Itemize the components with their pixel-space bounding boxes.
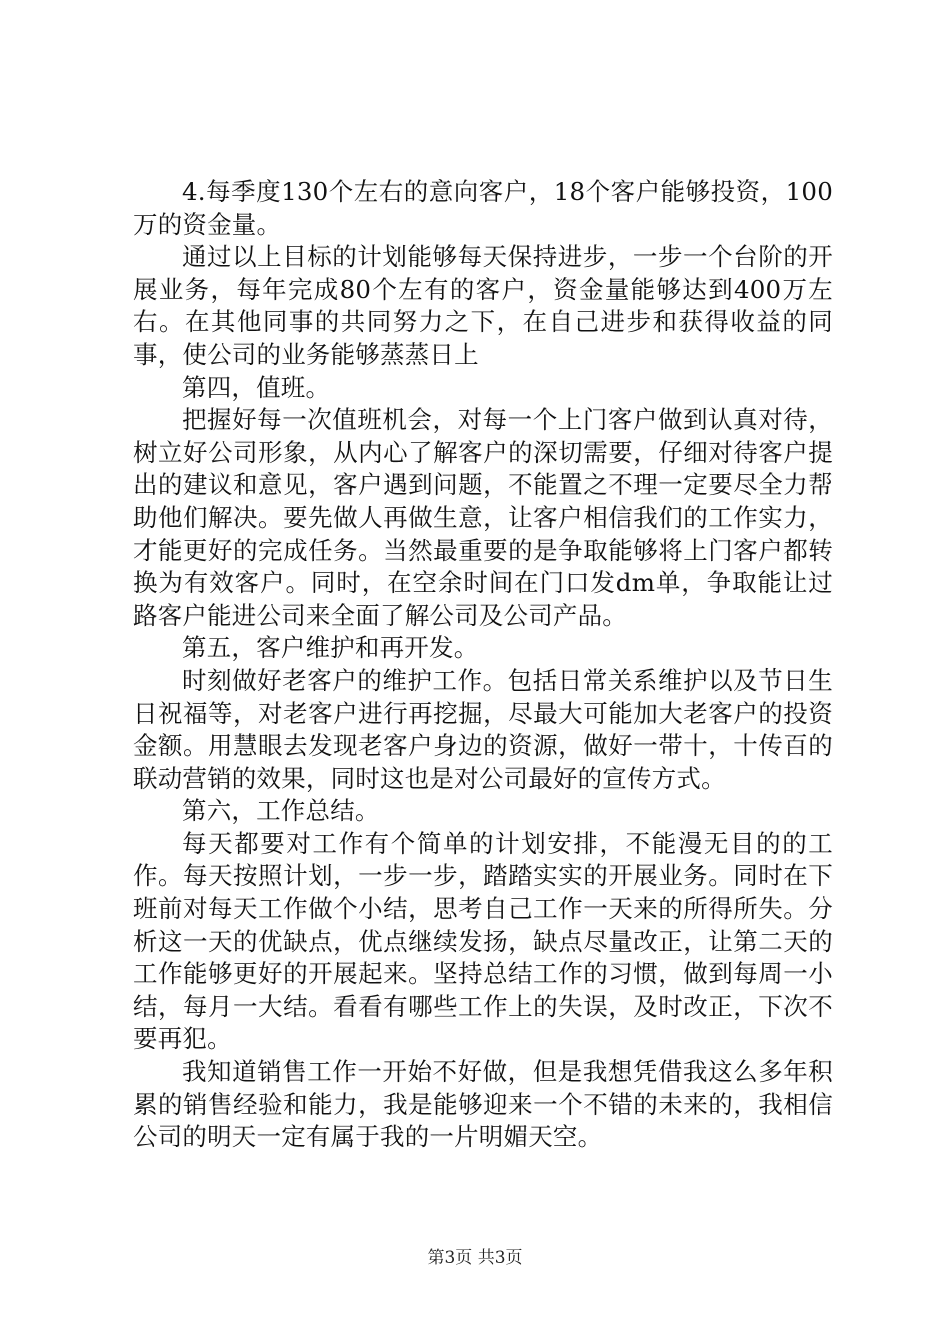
document-body <box>133 176 833 1154</box>
paragraph-closing: 我知道销售工作一开始不好做，但是我想凭借我这么多年积累的销售经验和能力，我是能够迎来一个不错的未来的，我相信公司的明天一定有属于我的一片明媚天空。 <box>133 1057 833 1152</box>
paragraph-goal-summary: 通过以上目标的计划能够每天保持进步，一步一个台阶的开展业务，每年完成80个左有的客户，资金量能够达到400万左右。在其他同事的共同努力之下，在自己进步和获得收益的同事，使公司的业务能够蒸蒸日上 <box>133 242 833 369</box>
page-number-footer: 第3页 共3页 <box>427 1248 523 1268</box>
paragraph-duty: 把握好每一次值班机会，对每一个上门客户做到认真对待，树立好公司形象，从内心了解客户的深切需要，仔细对待客户提出的建议和意见，客户遇到问题，不能置之不理一定要尽全力帮助他们解决。要先做人再做生意，让客户相信我们的工作实力，才能更好的完成任务。当然最重要的是争取能够将上门客户都转换为有效客户。同时，在空余时间在门口发dm单，争取能让过路客户能进公司来全面了解公司及公司产品。 <box>133 405 833 630</box>
paragraph-work-summary: 每天都要对工作有个简单的计划安排，不能漫无目的的工作。每天按照计划，一步一步，踏踏实实的开展业务。同时在下班前对每天工作做个小结，思考自己工作一天来的所得所失。分析这一天的优缺点，优点继续发扬，缺点尽量改正，让第二天的工作能够更好的开展起来。坚持总结工作的习惯，做到每周一小结，每月一大结。看看有哪些工作上的失误，及时改正，下次不要再犯。 <box>133 828 833 1054</box>
heading-client-maintenance: 第五，客户维护和再开发。 <box>182 633 479 663</box>
paragraph-quarterly-goal: 4.每季度130个左右的意向客户，18个客户能够投资，100万的资金量。 <box>133 177 833 239</box>
paragraph-client-maintenance: 时刻做好老客户的维护工作。包括日常关系维护以及节日生日祝福等，对老客户进行再挖掘，尽最大可能加大老客户的投资金额。用慧眼去发现老客户身边的资源，做好一带十，十传百的联动营销的效果，同时这也是对公司最好的宣传方式。 <box>133 665 833 793</box>
heading-work-summary: 第六，工作总结。 <box>182 796 380 826</box>
heading-duty: 第四，值班。 <box>182 372 331 402</box>
